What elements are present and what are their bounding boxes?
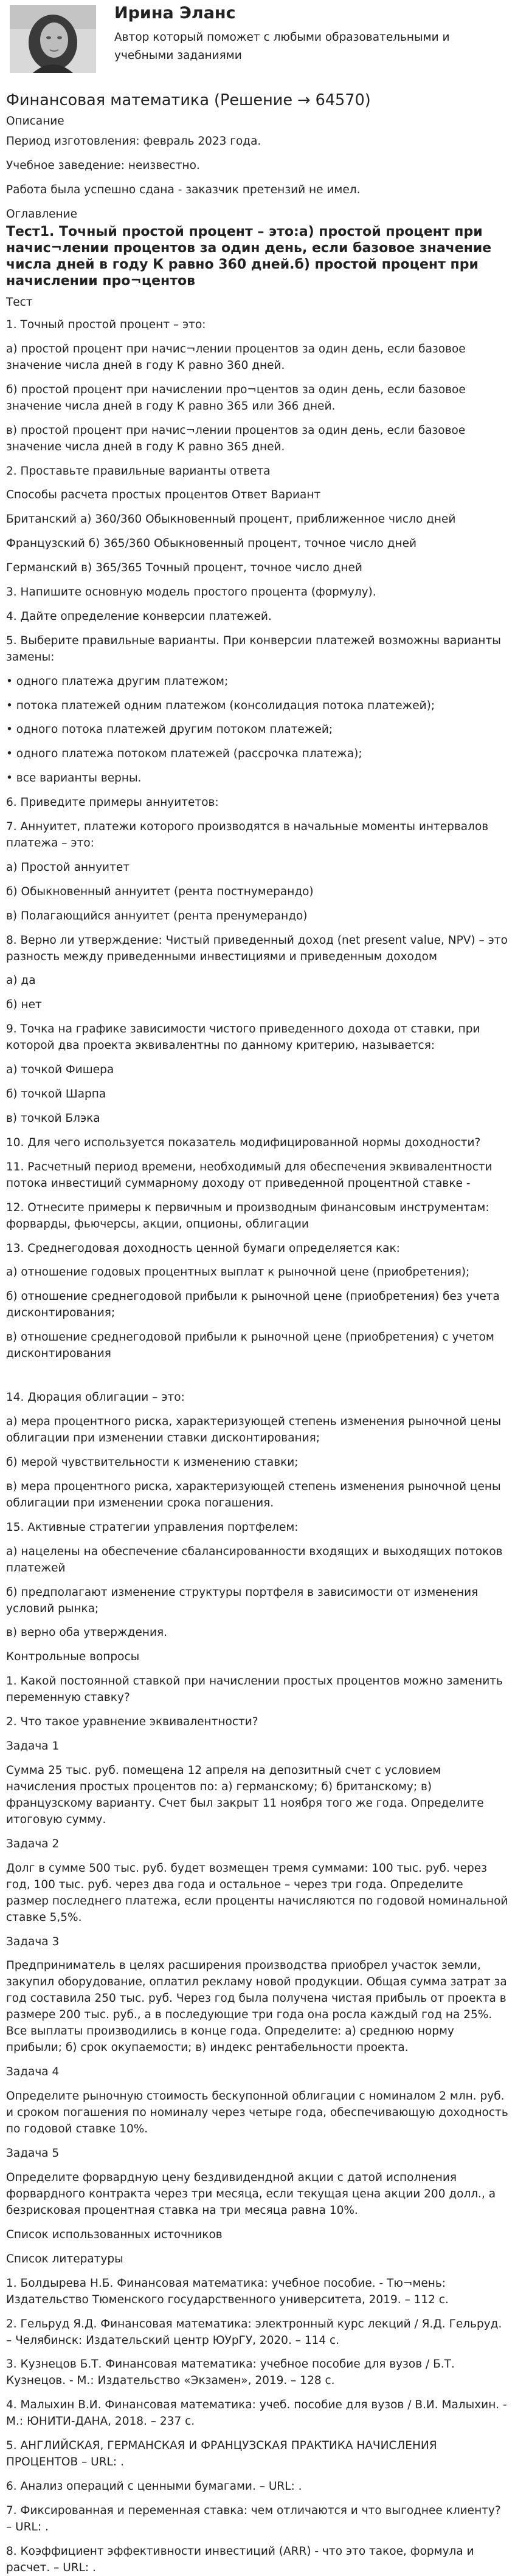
content-line: 6. Анализ операций с ценными бумагами. – URL: . [6,2480,302,2493]
content-line: 1. Точный простой процент – это: [6,318,206,331]
page-title: Финансовая математика (Решение → 64570) [6,91,371,109]
test-content [6,317,509,2576]
content-line: 4. Дайте определение конверсии платежей. [6,610,272,623]
author-name[interactable]: Ирина Эланс [114,4,236,22]
content-line: 14. Дюрация облигации – это: [6,1391,185,1404]
content-line: а) отношение годовых процентных выплат к рыночной цене (приобретения); [6,1266,470,1279]
author-info [114,4,503,65]
content-line: Предприниматель в целях расширения производства приобрел участок земли, закупил оборудование, оплатил рекламу новой продукции. Общая сумма затрат за год составила 250 тыс. руб. Через год была получена чистая прибыль от проекта в размере 200 тыс. руб., а в последующие три года она росла каждый год на 25%. Все выплаты производились в конце года. Определите: а) среднюю норму прибыли; б) срок окупаемости; в) индекс рентабельности проекта. [6,1959,507,2055]
content-line: • потока платежей одним платежом (консолидация потока платежей); [6,699,435,712]
content-line: Германский в) 365/365 Точный процент, точное число дней [6,562,362,575]
content-line: Способы расчета простых процентов Ответ Вариант [6,489,321,502]
content-line: 7. Аннуитет, платежи которого производятся в начальные моменты интервалов платежа – это: [6,820,489,850]
content-line: Задача 5 [6,2147,60,2160]
content-line: 7. Фиксированная и переменная ставка: чем отличаются и что выгоднее клиенту? – URL: . [6,2504,501,2533]
content-line: 8. Верно ли утверждение: Чистый приведенный доход (net present value, NPV) – это разность между приведенными инвестициями и приведенным доходом [6,933,508,963]
author-avatar[interactable] [10,5,96,73]
content-line: Задача 2 [6,1837,60,1850]
content-line: Список литературы [6,2252,123,2265]
submission-status: Работа была успешно сдана - заказчик претензий не имел. [6,184,361,196]
content-line: в) мера процентного риска, характеризующей степень изменения рыночной цены облигации при изменении срока погашения. [6,1480,501,1510]
content-line: Сумма 25 тыс. руб. помещена 12 апреля на депозитный счет с условием начисления простых процентов по: а) германскому; б) британскому; в) французскому варианту. Счет был закрыт 11 ноября того же года. Определите итоговую сумму. [6,1764,484,1826]
content-line: 3. Кузнецов Б.Т. Финансовая математика: учебное пособие для вузов / Б.Т. Кузнецов. - М.: Издательство «Экзамен», 2019. – 128 с. [6,2358,455,2388]
content-line: в) Полагающийся аннуитет (рента пренумерандо) [6,909,308,922]
content-line: 13. Среднегодовая доходность ценной бумаги определяется как: [6,1242,400,1255]
toc-label: Оглавление [6,208,78,221]
content-line: Список использованных источников [6,2228,223,2241]
content-line: 11. Расчетный период времени, необходимый для обеспечения эквивалентности потока инвестиций суммарному доходу от приведенной процентной ставке - [6,1160,493,1190]
content-line: а) простой процент при начис¬лении процентов за один день, если базовое значение числа дней в году К равно 360 дней. [6,342,466,372]
document-heading: Тест1. Точный простой процент – это:а) простой процент при начис¬лении процентов за один день, если базовое значение числа дней в году К равно 360 дней.б) простой процент при начислении про¬центов [6,224,492,289]
content-line: 6. Приведите примеры аннуитетов: [6,796,219,809]
content-line: в) отношение среднегодовой прибыли к рыночной цене (приобретения) с учетом дисконтирования [6,1331,494,1361]
content-line: Контрольные вопросы [6,1650,140,1664]
content-line: 8. Коэффициент эффективности инвестиций (ARR) - что это такое, формула и расчет. – URL: . [6,2544,474,2574]
author-description: Автор который поможет с любыми образовательными и учебными заданиями [114,31,450,62]
description-label: Описание [6,115,64,128]
content-line: Задача 1 [6,1739,60,1753]
content-line: Задача 3 [6,1935,60,1948]
content-line: 15. Активные стратегии управления портфелем: [6,1520,299,1534]
content-line: в) простой процент при начис¬лении процентов за один день, если базовое значение числа дней в году К равно 365 дней. [6,424,466,453]
content-line: б) мерой чувствительности к изменению ставки; [6,1455,299,1469]
content-line: 2. Проставьте правильные варианты ответа [6,464,271,478]
content-line: 4. Малыхин В.И. Финансовая математика: учеб. пособие для вузов / В.И. Малыхин. - М.: ЮНИТИ-ДАНА, 2018. – 237 с. [6,2399,507,2428]
content-line: Определите рыночную стоимость бескупонной облигации с номиналом 2 млн. руб. и сроком погашения по номиналу через четыре года, обеспечивающую доходность по годовой ставке 10%. [6,2090,508,2136]
content-line: а) мера процентного риска, характеризующей степень изменения рыночной цены облигации при изменении ставки дисконтирования; [6,1415,501,1445]
test-label: Тест [6,296,33,309]
content-line: б) отношение среднегодовой прибыли к рыночной цене (приобретения) без учета дисконтирования; [6,1290,500,1320]
content-line: в) точкой Блэка [6,1111,100,1125]
content-line: • одного платежа потоком платежей (рассрочка платежа); [6,747,362,761]
content-line: • одного потока платежей другим потоком платежей; [6,723,333,737]
content-line: 12. Отнесите примеры к первичным и производным финансовым инструментам: форварды, фьючерсы, акции, опционы, облигации [6,1201,489,1231]
institution: Учебное заведение: неизвестно. [6,159,200,172]
content-line: • одного платежа другим платежом; [6,675,229,688]
content-line: Французский б) 365/360 Обыкновенный процент, точное число дней [6,537,417,551]
content-line: 5. Выберите правильные варианты. При конверсии платежей возможны варианты замены: [6,634,501,664]
production-period: Период изготовления: февраль 2023 года. [6,135,261,148]
content-line: 1. Какой постоянной ставкой при начислении простых процентов можно заменить переменную ставку? [6,1675,503,1705]
content-line: в) верно оба утверждения. [6,1626,167,1640]
content-line: Задача 4 [6,2066,60,2079]
content-line: 1. Болдырева Н.Б. Финансовая математика: учебное пособие. - Тю¬мень: Издательство Тюменского государственного университета, 2019. – 112 с. [6,2276,449,2306]
content-line: Британский а) 360/360 Обыкновенный процент, приближенное число дней [6,513,456,526]
content-line: а) да [6,974,36,987]
content-line: 9. Точка на графике зависимости чистого приведенного дохода от ставки, при которой два проекта эквивалентны по данному критерию, называется: [6,1023,480,1053]
content-line: б) простой процент при начислении про¬центов за один день, если базовое значение числа дней в году К равно 365 или 366 дней. [6,383,466,413]
content-line: 5. АНГЛИЙСКАЯ, ГЕРМАНСКАЯ И ФРАНЦУЗСКАЯ ПРАКТИКА НАЧИСЛЕНИЯ ПРОЦЕНТОВ – URL: . [6,2439,437,2469]
content-line: а) точкой Фишера [6,1063,114,1077]
content-line: 10. Для чего используется показатель модифицированной нормы доходности? [6,1136,481,1149]
content-line: а) Простой аннуитет [6,860,130,874]
content-line: 2. Что такое уравнение эквивалентности? [6,1716,258,1729]
avatar-portrait-image [10,5,96,73]
content-line: б) точкой Шарпа [6,1088,106,1101]
content-line: Определите форвардную цену бездивидендной акции с датой исполнения форвардного контракта через три месяца, если текущая цена акции 200 долл., а безрисковая процентная ставка на три месяца равна 10%. [6,2171,496,2217]
author-card [6,2,509,78]
content-line: б) нет [6,998,42,1012]
content-line: • все варианты верны. [6,772,142,785]
content-line: б) Обыкновенный аннуитет (рента постнумерандо) [6,885,314,898]
content-line: 2. Гельруд Я.Д. Финансовая математика: электронный курс лекций / Я.Д. Гельруд. – Челябинск: Издательский центр ЮУрГУ, 2020. – 114 с. [6,2317,502,2347]
content-line: а) нацелены на обеспечение сбалансированности входящих и выходящих потоков платежей [6,1545,503,1575]
content-line: б) предполагают изменение структуры портфеля в зависимости от изменения условий рынка; [6,1585,479,1615]
content-line: Долг в сумме 500 тыс. руб. будет возмещен тремя суммами: 100 тыс. руб. через год, 100 тыс. руб. через два года и остальное – через три года. Определите размер последнего платежа, если проценты начисляются по годовой номинальной ставке 5,5%. [6,1861,508,1924]
content-line: 3. Напишите основную модель простого процента (формулу). [6,586,376,599]
